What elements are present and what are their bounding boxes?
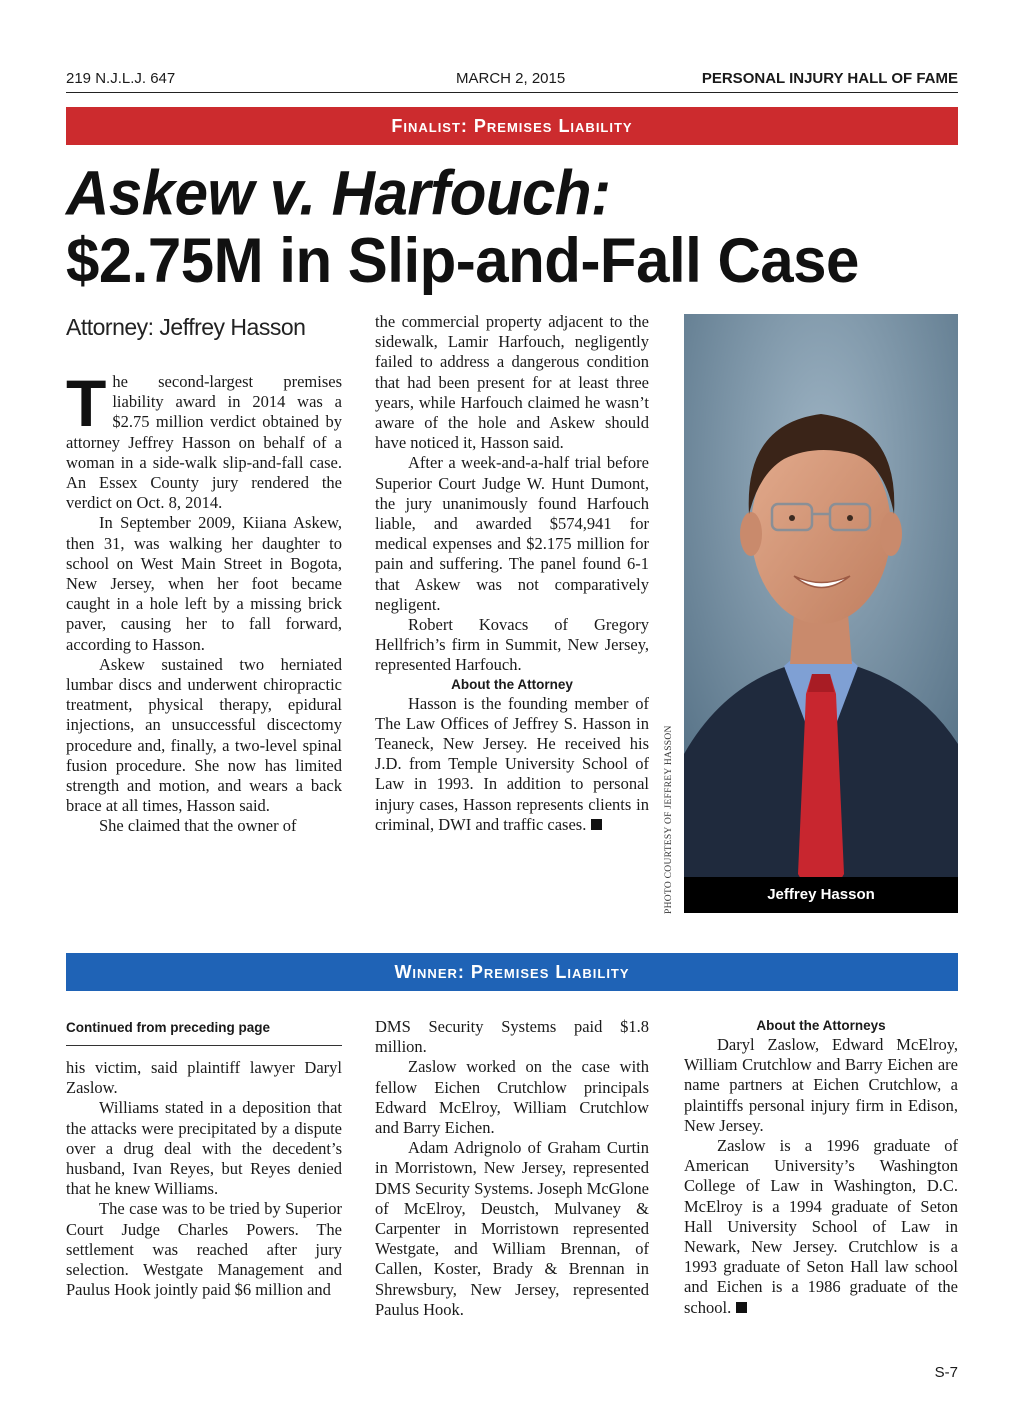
- end-mark-icon: [591, 819, 602, 830]
- continued-paragraph-2: Williams stated in a deposition that the attacks were precipitated by a dispute over a drug deal with the decedent’s husband, Ivan Reyes, but Reyes denied that he knew Williams.: [66, 1098, 342, 1199]
- continued-paragraph-1: his victim, said plaintiff lawyer Daryl Zaslow.: [66, 1058, 342, 1098]
- photo-caption: Jeffrey Hasson: [684, 877, 958, 913]
- about-attorney-heading: About the Attorney: [451, 676, 573, 692]
- finalist-banner: [66, 107, 958, 145]
- finalist-banner-text: Finalist: Premises Liability: [391, 116, 633, 136]
- end-mark-icon: [736, 1302, 747, 1313]
- continued-label: Continued from preceding page: [66, 1019, 342, 1046]
- continued-paragraph-3: The case was to be tried by Superior Court Judge Charles Powers. The settlement was reached after jury selection. Westgate Management and Paulus Hook jointly paid $6 million and: [66, 1199, 342, 1300]
- photo-credit: PHOTO COURTESY OF JEFFREY HASSON: [664, 725, 674, 914]
- paragraph-4: She claimed that the owner of: [99, 816, 297, 836]
- drop-cap: T: [66, 366, 107, 440]
- paragraph-6: After a week-and-a-half trial before Superior Court Judge W. Hunt Dumont, the jury unanimously found Harfouch liable, and awarded $574,941 for medical expenses and $2.175 million for pain and suffering. The panel found 6-1 that Askew was not comparatively negligent.: [375, 453, 649, 614]
- title-line-1: Askew v. Harfouch:: [66, 157, 611, 229]
- page-number: S-7: [934, 1364, 958, 1381]
- paragraph-1: The second-largest premises liability award in 2014 was a $2.75 million verdict obtained by attorney Jeffrey Hasson on behalf of a woman in a side-walk slip-and-fall case. An Essex County jury rendered the verdict on Oct. 8, 2014.: [66, 366, 342, 513]
- portrait-illustration: [684, 314, 958, 913]
- citation: 219 N.J.L.J. 647: [66, 70, 176, 87]
- paragraph-3: Askew sustained two herniated lumbar discs and underwent chiropractic treatment, physical therapy, epidural injections, an unsuccessful discectomy procedure and, finally, a two-level spinal fusion procedure. She now has limited strength and motion, and wears a back brace at all times, Hasson said.: [66, 654, 342, 816]
- winner-banner: [66, 953, 958, 991]
- paragraph-7: Robert Kovacs of Gregory Hellfrich’s firm in Summit, New Jersey, represented Harfouch.: [375, 615, 649, 675]
- article-column-2: [375, 312, 649, 835]
- about-attorneys-heading: About the Attorneys: [756, 1018, 886, 1033]
- article-column-1: [66, 366, 342, 837]
- title-line-2: $2.75M in Slip-and-Fall Case: [66, 225, 859, 296]
- article-title: [66, 157, 958, 296]
- continued-column-3: [684, 1017, 958, 1318]
- continued-paragraph-5: Zaslow worked on the case with fellow Eichen Crutchlow principals Edward McElroy, William Crutchlow and Barry Eichen.: [375, 1057, 649, 1138]
- winner-banner-text: Winner: Premises Liability: [394, 962, 630, 982]
- continued-paragraph-4: DMS Security Systems paid $1.8 million.: [375, 1017, 649, 1057]
- issue-date: MARCH 2, 2015: [456, 70, 566, 87]
- paragraph-5: the commercial property adjacent to the sidewalk, Lamir Harfouch, negligently failed to address a dangerous condition that had been present for at least three years, while Harfouch claimed he wasn’t aware of the hole and Askew should have noticed it, Hasson said.: [375, 312, 649, 453]
- running-header: [66, 68, 958, 93]
- continued-paragraph-6: Adam Adrignolo of Graham Curtin in Morristown, New Jersey, represented DMS Security Systems. Joseph McGlone of McElroy, Deustch, Mulvaney & Carpenter in Morristown represented Westgate, and William Brennan, of Callen, Koster, Brady & Brennan in Shrewsbury, New Jersey, represented Paulus Hook.: [375, 1138, 649, 1319]
- paragraph-2: In September 2009, Kiiana Askew, then 31, was walking her daughter to school on West Main Street in Bogota, New Jersey, when her foot became caught in a hole left by a missing brick paver, causing her to fall forward, according to Hasson.: [66, 513, 342, 654]
- continued-column-2: [375, 1017, 649, 1320]
- section-title: PERSONAL INJURY HALL OF FAME: [701, 70, 958, 87]
- attorney-photo: [684, 314, 958, 913]
- continued-paragraph-8: Zaslow is a 1996 graduate of American University’s Washington College of Law in Washington, D.C. McElroy is a 1994 graduate of Seton Hall University School of Law in Newark, New Jersey. Crutchlow is a 1993 graduate of Seton Hall law school and Eichen is a 1986 graduate of the school.: [684, 1136, 958, 1317]
- paragraph-8: Hasson is the founding member of The Law Offices of Jeffrey S. Hasson in Teaneck, New Jersey. He received his J.D. from Temple University School of Law in 1993. In addition to personal injury cases, Hasson represents clients in criminal, DWI and traffic cases.: [375, 693, 649, 834]
- continued-column-1: [66, 1058, 342, 1300]
- continued-paragraph-7: Daryl Zaslow, Edward McElroy, William Crutchlow and Barry Eichen are name partners at Eichen Crutchlow, a plaintiffs personal injury firm in Edison, New Jersey.: [684, 1035, 958, 1135]
- byline: Attorney: Jeffrey Hasson: [66, 314, 306, 340]
